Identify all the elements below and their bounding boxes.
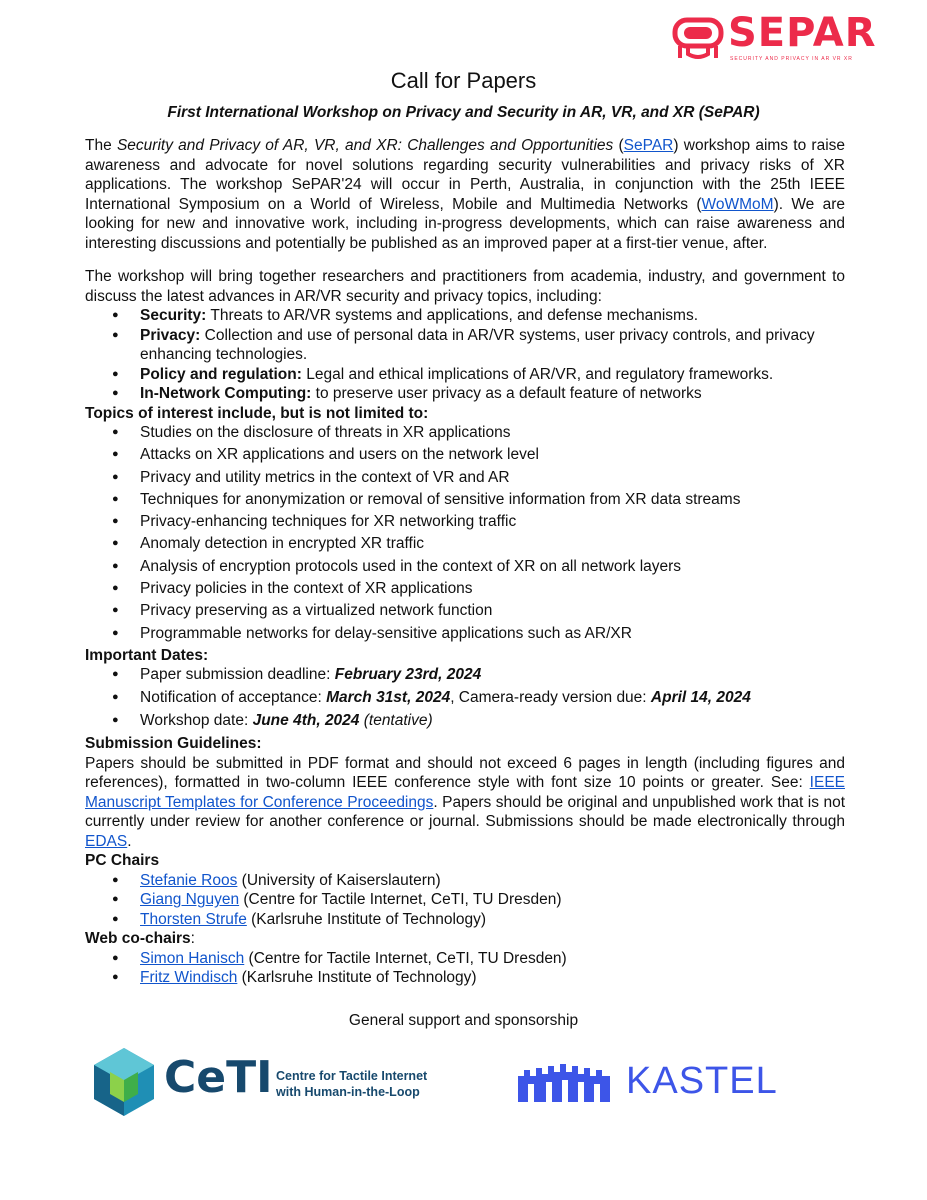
separ-logo <box>672 8 877 66</box>
list-item: ● Stefanie Roos (University of Kaiserslautern) <box>85 871 845 891</box>
list-item: ● Privacy: Collection and use of personal data in AR/VR systems, user privacy controls, and privacy enhancing technologies. <box>85 326 845 365</box>
topics-heading: Topics of interest include, but is not limited to: <box>85 404 429 422</box>
chair-link[interactable]: Giang Nguyen <box>140 891 240 909</box>
main-content <box>85 136 845 988</box>
submission-heading: Submission Guidelines: <box>85 735 262 753</box>
list-item: ● Privacy-enhancing techniques for XR networking traffic <box>85 512 845 532</box>
scope-paragraph: The workshop will bring together researchers and practitioners from academia, industry, and government to discuss the latest advances in AR/VR security and privacy topics, including: <box>85 268 845 305</box>
edas-link[interactable]: EDAS <box>85 832 128 850</box>
list-item: ● Security: Threats to AR/VR systems and applications, and defense mechanisms. <box>85 306 845 326</box>
list-item: ● Privacy and utility metrics in the context of VR and AR <box>85 468 845 488</box>
ceti-logo-desc: Centre for Tactile Internet with Human-in-the-Loop <box>276 1069 428 1099</box>
dates-list <box>85 665 845 731</box>
kastel-logo-text: KASTEL <box>626 1060 778 1102</box>
dates-heading: Important Dates: <box>85 646 209 664</box>
ceti-cube-icon <box>92 1046 156 1118</box>
pc-chairs-list <box>85 871 845 930</box>
list-item: ● Privacy preserving as a virtualized network function <box>85 601 845 621</box>
web-chairs-list <box>85 949 845 988</box>
submission-paragraph: Papers should be submitted in PDF format and should not exceed 6 pages in length (including figures and references), formatted in two-column IEEE conference style with font size 10 points or greater. See: IEEE Manuscript Templates for Conference Proceedings. Papers should be original and unpublished work that is not currently under review for another conference or journal. Submissions should be made electronically through EDAS. <box>85 754 846 850</box>
pc-chairs-heading: PC Chairs <box>85 852 160 870</box>
intro-paragraph: The Security and Privacy of AR, VR, and XR: Challenges and Opportunities (SePAR) workshop aims to raise awareness and advocate for novel solutions regarding security vulnerabilities and privacy risks of XR applications. The workshop SePAR'24 will occur in Perth, Australia, in conjunction with the 25th IEEE International Symposium on a World of Wireless, Mobile and Multimedia Networks (WoWMoM). We are looking for new and innovative work, including in-progress developments, which can raise awareness and interesting discussions and potentially be published as an improved paper at a first-tier venue, after. <box>85 137 846 252</box>
web-chairs-heading: Web co-chairs: <box>85 930 195 948</box>
list-item: ● Simon Hanisch (Centre for Tactile Internet, CeTI, TU Dresden) <box>85 949 845 969</box>
list-item: ● Thorsten Strufe (Karlsruhe Institute of Technology) <box>85 910 845 930</box>
list-item: ● Techniques for anonymization or removal of sensitive information from XR data streams <box>85 490 845 510</box>
notification-date: ● Notification of acceptance: March 31st, 2024, Camera-ready version due: April 14, 2024 <box>85 688 845 708</box>
list-item: ● Programmable networks for delay-sensitive applications such as AR/XR <box>85 624 845 644</box>
list-item: ● Attacks on XR applications and users on the network level <box>85 445 845 465</box>
chair-link[interactable]: Thorsten Strufe <box>140 910 247 928</box>
vr-headset-icon <box>672 10 724 62</box>
chair-link[interactable]: Fritz Windisch <box>140 969 238 987</box>
list-item: ● Privacy policies in the context of XR applications <box>85 579 845 599</box>
focus-areas-list <box>85 306 845 404</box>
kastel-castle-icon <box>516 1060 612 1104</box>
submission-deadline: ● Paper submission deadline: February 23rd, 2024 <box>85 665 845 685</box>
list-item: ● Policy and regulation: Legal and ethical implications of AR/VR, and regulatory frameworks. <box>85 365 845 385</box>
chair-link[interactable]: Simon Hanisch <box>140 949 245 967</box>
support-caption: General support and sponsorship <box>348 1012 579 1029</box>
list-item: ● Studies on the disclosure of threats in XR applications <box>85 423 845 443</box>
workshop-date: ● Workshop date: June 4th, 2024 (tentative) <box>85 711 845 731</box>
page-title: Call for Papers <box>390 68 537 93</box>
chair-link[interactable]: Stefanie Roos <box>140 871 238 889</box>
separ-link[interactable]: SePAR <box>623 137 674 154</box>
list-item: ● Giang Nguyen (Centre for Tactile Internet, CeTI, TU Dresden) <box>85 890 845 910</box>
ceti-logo <box>92 1046 452 1118</box>
separ-logo-text: SEPAR <box>728 10 877 56</box>
list-item: ● Analysis of encryption protocols used in the context of XR on all network layers <box>85 557 845 577</box>
list-item: ● Fritz Windisch (Karlsruhe Institute of Technology) <box>85 968 845 988</box>
wowmom-link[interactable]: WoWMoM <box>701 195 774 213</box>
workshop-subtitle: First International Workshop on Privacy and Security in AR, VR, and XR (SePAR) <box>167 104 760 121</box>
separ-logo-subtext: SECURITY AND PRIVACY IN AR VR XR <box>730 56 853 62</box>
topics-list <box>85 423 845 643</box>
kastel-logo <box>516 1058 796 1108</box>
list-item: ● In-Network Computing: to preserve user privacy as a default feature of networks <box>85 384 845 404</box>
ieee-templates-link[interactable]: IEEE Manuscript Templates for Conference Proceedings <box>85 774 845 811</box>
list-item: ● Anomaly detection in encrypted XR traffic <box>85 534 845 554</box>
ceti-logo-text: CeTI <box>164 1052 273 1103</box>
